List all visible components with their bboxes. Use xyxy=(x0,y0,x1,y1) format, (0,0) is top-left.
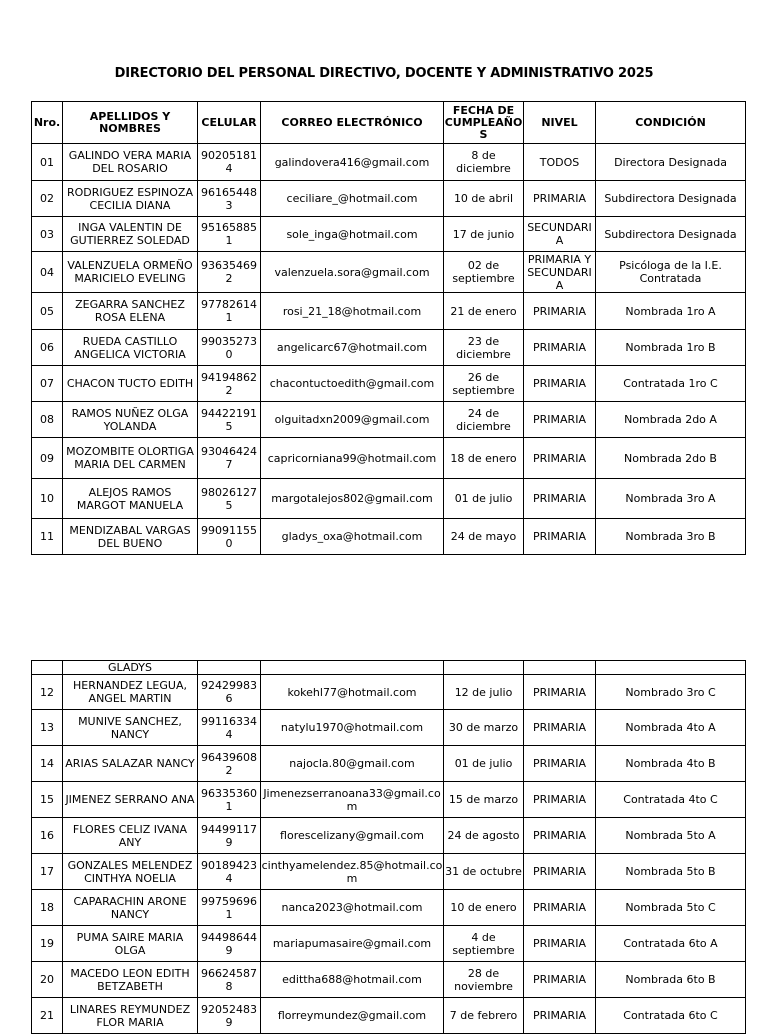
cell-condicion: Nombrada 4to A xyxy=(596,710,746,746)
cell-celular: 977826141 xyxy=(198,293,261,330)
table-row xyxy=(32,293,746,330)
cell-nro: 05 xyxy=(32,293,63,330)
cell-nombre: PUMA SAIRE MARIA OLGA xyxy=(63,926,198,962)
cell-nombre: CHACON TUCTO EDITH xyxy=(63,366,198,402)
cell-nro: 01 xyxy=(32,144,63,181)
cell-fecha: 30 de marzo xyxy=(444,710,524,746)
cell-condicion: Directora Designada xyxy=(596,144,746,181)
cell-condicion: Subdirectora Designada xyxy=(596,181,746,217)
cell-fecha: 01 de julio xyxy=(444,746,524,782)
cell-fecha: 10 de enero xyxy=(444,890,524,926)
cell-fecha: 02 de septiembre xyxy=(444,252,524,293)
header-nombres: APELLIDOS Y NOMBRES xyxy=(63,102,198,144)
cell-correo: kokehl77@hotmail.com xyxy=(261,675,444,710)
cell-correo: mariapumasaire@gmail.com xyxy=(261,926,444,962)
cell-nro: 09 xyxy=(32,438,63,479)
cell-nivel: PRIMARIA xyxy=(524,782,596,818)
cell-celular: 966245878 xyxy=(198,962,261,998)
table-row xyxy=(32,330,746,366)
cell-correo: angelicarc67@hotmail.com xyxy=(261,330,444,366)
cell-nro: 15 xyxy=(32,782,63,818)
table-row xyxy=(32,402,746,438)
cell-celular: 944991179 xyxy=(198,818,261,854)
cell-nro: 02 xyxy=(32,181,63,217)
table-row xyxy=(32,746,746,782)
cell-nombre: LINARES REYMUNDEZ FLOR MARIA xyxy=(63,998,198,1034)
cell-correo: natylu1970@hotmail.com xyxy=(261,710,444,746)
cell-nombre: INGA VALENTIN DE GUTIERREZ SOLEDAD xyxy=(63,217,198,252)
table-row xyxy=(32,962,746,998)
cell-nivel: PRIMARIA xyxy=(524,479,596,519)
cell-fecha: 8 de diciembre xyxy=(444,144,524,181)
cell-correo: najocla.80@gmail.com xyxy=(261,746,444,782)
cell-nro: 04 xyxy=(32,252,63,293)
cell-nivel: PRIMARIA xyxy=(524,438,596,479)
cell-nivel: PRIMARIA xyxy=(524,926,596,962)
cell-correo: rosi_21_18@hotmail.com xyxy=(261,293,444,330)
cell-nombre: ALEJOS RAMOS MARGOT MANUELA xyxy=(63,479,198,519)
cell-nro: 10 xyxy=(32,479,63,519)
table-row xyxy=(32,366,746,402)
cell-correo: edittha688@hotmail.com xyxy=(261,962,444,998)
cell-celular: 930464247 xyxy=(198,438,261,479)
continuation-row xyxy=(32,661,746,675)
cell-nro: 17 xyxy=(32,854,63,890)
cell-nivel: TODOS xyxy=(524,144,596,181)
cell-nivel: PRIMARIA xyxy=(524,962,596,998)
header-condicion: CONDICIÓN xyxy=(596,102,746,144)
cell-fecha: 7 de febrero xyxy=(444,998,524,1034)
cell-nombre: FLORES CELIZ IVANA ANY xyxy=(63,818,198,854)
cell-nro: 13 xyxy=(32,710,63,746)
cell-correo: ceciliare_@hotmail.com xyxy=(261,181,444,217)
table-row xyxy=(32,675,746,710)
cell-correo: olguitadxn2009@gmail.com xyxy=(261,402,444,438)
cell-condicion: Nombrada 6to B xyxy=(596,962,746,998)
cell-celular: 902051814 xyxy=(198,144,261,181)
cell-celular: 997596961 xyxy=(198,890,261,926)
cell-nombre: ARIAS SALAZAR NANCY xyxy=(63,746,198,782)
cell-condicion: Nombrada 5to A xyxy=(596,818,746,854)
table-row xyxy=(32,252,746,293)
cell-fecha: 24 de diciembre xyxy=(444,402,524,438)
document-title: DIRECTORIO DEL PERSONAL DIRECTIVO, DOCENTE Y ADMINISTRATIVO 2025 xyxy=(114,66,654,81)
cell-celular: 991163344 xyxy=(198,710,261,746)
table-row xyxy=(32,144,746,181)
cell-condicion: Nombrado 3ro C xyxy=(596,675,746,710)
table-row xyxy=(32,438,746,479)
table-row xyxy=(32,854,746,890)
cell-correo: sole_inga@hotmail.com xyxy=(261,217,444,252)
cell-condicion: Contratada 6to A xyxy=(596,926,746,962)
cell-nro: 07 xyxy=(32,366,63,402)
cell-nivel: PRIMARIA xyxy=(524,293,596,330)
cell-nro: 08 xyxy=(32,402,63,438)
cell-fecha: 21 de enero xyxy=(444,293,524,330)
directory-table-continued xyxy=(31,660,746,1034)
cell-correo: cinthyamelendez.85@hotmail.com xyxy=(261,854,444,890)
header-row xyxy=(32,102,746,144)
cell-nivel: PRIMARIA xyxy=(524,181,596,217)
cell-nivel: PRIMARIA xyxy=(524,854,596,890)
cell-nro xyxy=(32,661,63,675)
cell-fecha xyxy=(444,661,524,675)
cell-correo: chacontuctoedith@gmail.com xyxy=(261,366,444,402)
header-correo: CORREO ELECTRÓNICO xyxy=(261,102,444,144)
cell-condicion: Nombrada 5to B xyxy=(596,854,746,890)
cell-celular: 941948622 xyxy=(198,366,261,402)
table-row xyxy=(32,181,746,217)
cell-nombre: JIMENEZ SERRANO ANA xyxy=(63,782,198,818)
cell-nombre: MENDIZABAL VARGAS DEL BUENO xyxy=(63,519,198,555)
cell-nro: 16 xyxy=(32,818,63,854)
cell-nombre: CAPARACHIN ARONE NANCY xyxy=(63,890,198,926)
cell-condicion: Nombrada 2do A xyxy=(596,402,746,438)
cell-condicion: Nombrada 1ro A xyxy=(596,293,746,330)
cell-nombre: RUEDA CASTILLO ANGELICA VICTORIA xyxy=(63,330,198,366)
cell-condicion: Contratada 1ro C xyxy=(596,366,746,402)
table-row xyxy=(32,782,746,818)
cell-nombre: GALINDO VERA MARIA DEL ROSARIO xyxy=(63,144,198,181)
table-row xyxy=(32,217,746,252)
cell-nivel xyxy=(524,661,596,675)
cell-condicion xyxy=(596,661,746,675)
directory-table xyxy=(31,101,746,555)
cell-correo xyxy=(261,661,444,675)
cell-celular: 901894234 xyxy=(198,854,261,890)
table-row xyxy=(32,519,746,555)
table-row xyxy=(32,998,746,1034)
cell-fecha: 26 de septiembre xyxy=(444,366,524,402)
cell-celular: 944986449 xyxy=(198,926,261,962)
cell-nombre: MUNIVE SANCHEZ, NANCY xyxy=(63,710,198,746)
cell-nivel: PRIMARIA xyxy=(524,710,596,746)
cell-nivel: PRIMARIA xyxy=(524,675,596,710)
cell-nro: 21 xyxy=(32,998,63,1034)
cell-nombre: MACEDO LEON EDITH BETZABETH xyxy=(63,962,198,998)
cell-condicion: Nombrada 4to B xyxy=(596,746,746,782)
cell-fecha: 24 de mayo xyxy=(444,519,524,555)
cell-nro: 14 xyxy=(32,746,63,782)
table-row xyxy=(32,818,746,854)
cell-celular: 961654483 xyxy=(198,181,261,217)
cell-nombre: GONZALES MELENDEZ CINTHYA NOELIA xyxy=(63,854,198,890)
cell-fecha: 18 de enero xyxy=(444,438,524,479)
cell-nombre: RODRIGUEZ ESPINOZA CECILIA DIANA xyxy=(63,181,198,217)
cell-condicion: Nombrada 3ro A xyxy=(596,479,746,519)
cell-nivel: PRIMARIA Y SECUNDARIA xyxy=(524,252,596,293)
cell-nivel: PRIMARIA xyxy=(524,818,596,854)
cell-nombre: RAMOS NUÑEZ OLGA YOLANDA xyxy=(63,402,198,438)
table-row xyxy=(32,710,746,746)
cell-nivel: PRIMARIA xyxy=(524,330,596,366)
cell-nombre: HERNANDEZ LEGUA, ANGEL MARTIN xyxy=(63,675,198,710)
cell-correo: gladys_oxa@hotmail.com xyxy=(261,519,444,555)
cell-nivel: PRIMARIA xyxy=(524,890,596,926)
header-celular: CELULAR xyxy=(198,102,261,144)
cell-fecha: 12 de julio xyxy=(444,675,524,710)
cell-correo: florreymundez@gmail.com xyxy=(261,998,444,1034)
cell-nro: 19 xyxy=(32,926,63,962)
header-nro: Nro. xyxy=(32,102,63,144)
cell-fecha: 23 de diciembre xyxy=(444,330,524,366)
cell-nombre: ZEGARRA SANCHEZ ROSA ELENA xyxy=(63,293,198,330)
cell-condicion: Subdirectora Designada xyxy=(596,217,746,252)
cell-condicion: Nombrada 3ro B xyxy=(596,519,746,555)
cell-nivel: PRIMARIA xyxy=(524,519,596,555)
cell-nro: 12 xyxy=(32,675,63,710)
cell-correo: capricorniana99@hotmail.com xyxy=(261,438,444,479)
cell-nivel: PRIMARIA xyxy=(524,402,596,438)
cell-fecha: 4 de septiembre xyxy=(444,926,524,962)
cell-celular: 963353601 xyxy=(198,782,261,818)
cell-nro: 18 xyxy=(32,890,63,926)
cell-fecha: 15 de marzo xyxy=(444,782,524,818)
cell-celular: 924299836 xyxy=(198,675,261,710)
cell-nivel: PRIMARIA xyxy=(524,366,596,402)
cell-condicion: Nombrada 2do B xyxy=(596,438,746,479)
cell-fecha: 31 de octubre xyxy=(444,854,524,890)
cell-celular: 936354692 xyxy=(198,252,261,293)
cell-correo: florescelizany@gmail.com xyxy=(261,818,444,854)
cell-nivel: SECUNDARIA xyxy=(524,217,596,252)
cell-condicion: Contratada 6to C xyxy=(596,998,746,1034)
cell-correo: galindovera416@gmail.com xyxy=(261,144,444,181)
cell-nro: 11 xyxy=(32,519,63,555)
cell-nro: 06 xyxy=(32,330,63,366)
cell-celular: 964396082 xyxy=(198,746,261,782)
cell-correo: Jimenezserranoana33@gmail.com xyxy=(261,782,444,818)
header-fecha: FECHA DE CUMPLEAÑOS xyxy=(444,102,524,144)
header-nivel: NIVEL xyxy=(524,102,596,144)
cell-celular: 980261275 xyxy=(198,479,261,519)
cell-correo: valenzuela.sora@gmail.com xyxy=(261,252,444,293)
cell-fecha: 01 de julio xyxy=(444,479,524,519)
cell-celular xyxy=(198,661,261,675)
cell-nombre: VALENZUELA ORMEÑO MARICIELO EVELING xyxy=(63,252,198,293)
cell-correo: margotalejos802@gmail.com xyxy=(261,479,444,519)
cell-fecha: 17 de junio xyxy=(444,217,524,252)
table-row xyxy=(32,890,746,926)
cell-nombre: MOZOMBITE OLORTIGA MARIA DEL CARMEN xyxy=(63,438,198,479)
cell-fecha: 24 de agosto xyxy=(444,818,524,854)
cell-condicion: Nombrada 5to C xyxy=(596,890,746,926)
cell-condicion: Psicóloga de la I.E. Contratada xyxy=(596,252,746,293)
cell-celular: 990911550 xyxy=(198,519,261,555)
table-row xyxy=(32,926,746,962)
cell-nombre: GLADYS xyxy=(63,661,198,675)
cell-nro: 03 xyxy=(32,217,63,252)
cell-nro: 20 xyxy=(32,962,63,998)
table-row xyxy=(32,479,746,519)
cell-celular: 951658851 xyxy=(198,217,261,252)
cell-nivel: PRIMARIA xyxy=(524,998,596,1034)
cell-celular: 944221915 xyxy=(198,402,261,438)
cell-fecha: 28 de noviembre xyxy=(444,962,524,998)
cell-condicion: Contratada 4to C xyxy=(596,782,746,818)
cell-celular: 990352730 xyxy=(198,330,261,366)
cell-correo: nanca2023@hotmail.com xyxy=(261,890,444,926)
cell-celular: 920524839 xyxy=(198,998,261,1034)
cell-fecha: 10 de abril xyxy=(444,181,524,217)
cell-condicion: Nombrada 1ro B xyxy=(596,330,746,366)
cell-nivel: PRIMARIA xyxy=(524,746,596,782)
